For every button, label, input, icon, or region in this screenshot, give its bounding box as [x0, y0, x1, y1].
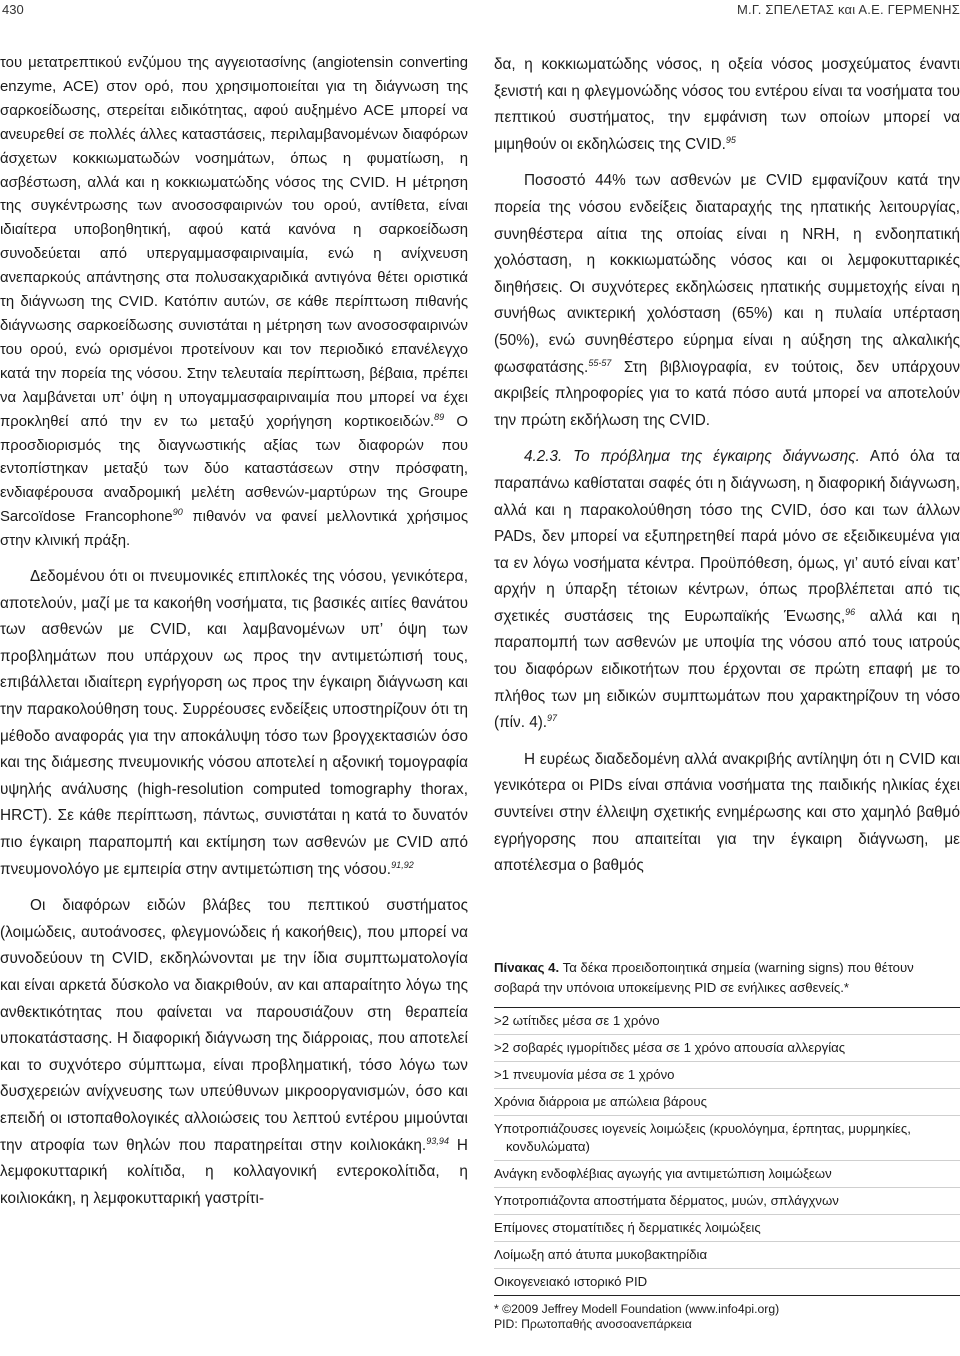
caption-text: Τα δέκα προειδοποιητικά σημεία (warning signs) που θέτουν σοβαρά την υπόνοια υποκείμενης PID σε ενήλικες ασθενείς.* — [494, 960, 914, 995]
page-header — [0, 0, 960, 24]
paragraph-sarcoidosis — [0, 52, 468, 554]
paragraph-early-diagnosis — [494, 444, 960, 737]
list-item: Ανάγκη ενδοφλέβιας αγωγής για αντιμετώπιση λοιμώξεων — [494, 1161, 960, 1188]
text-run: του μετατρεπτικού ενζύμου της αγγειοτασίνης (angiotensin converting enzyme, ACE) στον ορό, που χρησιμοποιείται για τη διάγνωση της σαρκοείδωσης, στερείται ειδικότητας, αφού αυξημένο ACE μπορεί να ανευρεθεί σε πολλές άλλες καταστάσεις, περιλαμβανομένων διαφόρων άσχετων κοκκιωματωδών νοσημάτων, όπως η φυματίωση, η ασβέστωση, αλλά και η κοκκιωματώδης νόσος της CVID. Η μέτρηση της συγκέντρωσης των ανοσοσφαιρινών του ορού, αντίθετα, είναι ιδιαίτερα υποβοηθητική, αφού κατά κανόνα η σαρκοείδωση συνοδεύεται από υπεργαμμασφαιριναιμία, ενώ η ανίχνευση ανεπαρκούς απάντησης στα πολυσακχαριδικά αντιγόνα θέτει οριστικά τη διάγνωση της CVID. Κατόπιν αυτών, σε κάθε περίπτωση πιθανής διάγνωσης σαρκοείδωσης συνιστάται η μέτρηση των ανοσοσφαιρινών του ορού, ενώ ορισμένοι προτείνουν και τον περιοδικό επανέλεγχο κατά την πορεία της νόσου. Στην τελευταία περίπτωση, βέβαια, πρέπει να λαμβάνεται υπ’ όψη η υπογαμμασφαιριναιμία που μπορεί να έχει προκληθεί από την εν τω μεταξύ χορήγηση κορτικοειδών. — [0, 55, 468, 430]
list-item: >2 ωτίτιδες μέσα σε 1 χρόνο — [494, 1008, 960, 1035]
page-number: 430 — [2, 2, 24, 17]
left-column — [0, 52, 468, 1212]
text-run: Η ευρέως διαδεδομένη αλλά ανακριβής αντίληψη ότι η CVID και γενικότερα οι PIDs είναι σπάνια νοσήματα της παιδικής ηλικίας έχει συντείνει στην έλλειψη σχετικής ενημέρωσης και στο χαμηλό βαθμό εγρήγορσης που απαιτείται για την έγκαιρη διάγνωση, με αποτέλεσμα ο βαθμός — [494, 750, 960, 875]
footnote-abbreviation: PID: Πρωτοπαθής ανοσοανεπάρκεια — [494, 1317, 692, 1331]
paragraph-gi-continued — [494, 52, 960, 158]
list-item — [494, 1116, 960, 1161]
text-run: δα, η κοκκιωματώδης νόσος, η οξεία νόσος μοσχεύματος έναντι ξενιστή και η φλεγμονώδης νόσος του εντέρου είναι τα νοσήματα του πεπτικού συστήματος, την εμφάνιση των οποίων μπορεί να μιμηθούν οι εκδηλώσεις της CVID. — [494, 56, 960, 153]
warning-signs-list — [494, 1008, 960, 1296]
text-run: Ποσοστό 44% των ασθενών με CVID εμφανίζουν κατά την πορεία της νόσου ενδείξεις διαταραχής της ηπατικής λειτουργίας, συνηθέστερα αίτια της οποίας είναι η NRH, η ενδοηπατική χολόσταση, η κοκκιωματώδης νόσος και οι λεμφοκυτταρικές διηθήσεις. Οι συχνότερες εκδηλώσεις ηπατικής συμμετοχής είναι η συνήθως ανικτερική χολόσταση (65%) και η πυλαία υπέρταση (50%), ενώ συνηθέστερο εύρημα είναι η αύξηση της αλκαλικής φωσφατάσης. — [494, 172, 960, 376]
text-run: Οι διαφόρων ειδών βλάβες του πεπτικού συστήματος (λοιμώδεις, αυτοάνοσες, φλεγμονώδεις ή κακοήθεις), που μπορεί να συνοδεύουν τη CVID, εκδηλώνονται με την ίδια συμπτωματολογία και είναι αρκετά δύσκολο να διακριθούν, αν και απαραίτητο λόγω της ανθεκτικότητας που φαίνεται να παρουσιάζουν στη θεραπεία υποκατάστασης. Η διαφορική διάγνωση της διάρροιας, που αποτελεί και το συχνότερο σύμπτωμα, είναι προβληματική, τόσο λόγω των δυσχερειών ανίχνευσης των υπεύθυνων μικροοργανισμών, όσο και επειδή οι ιστοπαθολογικές αλλοιώσεις του λεπτού εντέρου μιμούνται την ατροφία των θηλών που παρατηρείται στην κοιλιοκάκη. — [0, 897, 468, 1154]
table-footnote — [494, 1302, 960, 1332]
reference-mark: 96 — [845, 606, 856, 617]
section-heading: 4.2.3. Το πρόβλημα της έγκαιρης διάγνωσης. — [524, 448, 860, 466]
reference-mark: 97 — [547, 713, 558, 724]
paragraph-liver — [494, 168, 960, 434]
list-item: Λοίμωξη από άτυπα μυκοβακτηρίδια — [494, 1242, 960, 1269]
paragraph-pulmonary — [0, 564, 468, 883]
list-item: Οικογενειακό ιστορικό PID — [494, 1269, 960, 1296]
list-item: >2 σοβαρές ιγμορίτιδες μέσα σε 1 χρόνο απουσία αλλεργίας — [494, 1035, 960, 1062]
right-column — [494, 52, 960, 880]
text-run: Από όλα τα παραπάνω καθίσταται σαφές ότι η διάγνωση, η διαφορική διάγνωση, αλλά και η παρακολούθηση τόσο της CVID, όσο και των άλλων PADs, δεν μπορεί να εξυπηρετηθεί παρά μόνο σε εξειδικευμένα για τα εν λόγω νοσήματα κέντρα. Προϋπόθεση, όμως, γι’ αυτό είναι κατ’ αρχήν η ύπαρξη τέτοιων κέντρων, όπως προβλέπεται από τις σχετικές συστάσεις της Ευρωπαϊκής Ένωσης, — [494, 448, 960, 625]
reference-mark: 95 — [725, 134, 736, 145]
reference-mark: 55-57 — [588, 357, 612, 368]
reference-mark: 89 — [434, 411, 445, 422]
reference-mark: 90 — [172, 507, 183, 518]
table-caption — [494, 958, 960, 997]
list-item: Χρόνια διάρροια με απώλεια βάρους — [494, 1089, 960, 1116]
text-run: Στη βιβλιογραφία, εν τούτοις, δεν υπάρχουν ακριβείς πληροφορίες για το κατά πόσο αυτά μπορεί να αποτελούν την πρώτη εκδήλωση της CVID. — [494, 358, 960, 429]
text-run: πιθανόν να φανεί μελλοντικά χρήσιμος στην κλινική πράξη. — [0, 509, 468, 550]
list-item-continuation: κονδυλώματα) — [506, 1139, 590, 1154]
list-item: >1 πνευμονία μέσα σε 1 χρόνο — [494, 1062, 960, 1089]
running-title: Μ.Γ. ΣΠΕΛΕΤΑΣ και Α.Ε. ΓΕΡΜΕΝΗΣ — [737, 2, 960, 17]
list-item: Υποτροπιάζοντα αποστήματα δέρματος, μυών, σπλάγχνων — [494, 1188, 960, 1215]
paragraph-gastrointestinal — [0, 893, 468, 1212]
text-run: Η λεμφοκυτταρική κολίτιδα, η κολλαγονική εντεροκολίτιδα, η κοιλιοκάκη, η λεμφοκυτταρική γαστρίτι- — [0, 1136, 468, 1207]
table-label: Πίνακας 4. — [494, 960, 560, 975]
reference-mark: 91,92 — [391, 859, 414, 870]
text-run: Ο προσδιορισμός της διαγνωστικής αξίας των διαφορών που εντοπίστηκαν μεταξύ των δύο καταστάσεων στην πρόσφατη, ενδιαφέρουσα αναδρομική μελέτη ασθενών-μαρτύρων της Groupe Sarcoïdose Francophone — [0, 413, 468, 526]
warning-signs-table — [494, 958, 960, 1332]
paragraph-awareness — [494, 747, 960, 880]
list-item: Επίμονες στοματίτιδες ή δερματικές λοιμώξεις — [494, 1215, 960, 1242]
footnote-source: * ©2009 Jeffrey Modell Foundation (www.info4pi.org) — [494, 1302, 780, 1316]
text-run: αλλά και η παραπομπή των ασθενών με υποψία της νόσου από τους ιατρούς του διαφόρων ειδικοτήτων που έρχονται σε πρώτη επαφή με το πλήθος των μη ειδικών συμπτωμάτων που χαρακτηρίζουν τη νόσο (πίν. 4). — [494, 607, 960, 732]
reference-mark: 93,94 — [426, 1135, 450, 1146]
text-run: Δεδομένου ότι οι πνευμονικές επιπλοκές της νόσου, γενικότερα, αποτελούν, μαζί με τα κακοήθη νοσήματα, τις βασικές αιτίες θανάτου των ασθενών με CVID, και λαμβανομένων υπ’ όψη των προβλημάτων που υπάρχουν ως προς την αντιμετώπισή τους, επιβάλλεται ιδιαίτερη εγρήγορση ως προς την έγκαιρη διάγνωση και την παρακολούθηση τους. Συρρέουσες ενδείξεις υποστηρίζουν ότι τη μέθοδο αναφοράς για την αποκάλυψη τόσο των βρογχεκτασιών όσο και της διάμεσης πνευμονικής νόσου αποτελεί η αξονική τομογραφία υψηλής ανάλυσης (high-resolution computed tomography thorax, HRCT). Σε κάθε περίπτωση, πάντως, συνιστάται η κατά το δυνατόν πιο έγκαιρη παραπομπή και εκτίμηση των ασθενών με CVID από πνευμονολόγο με εμπειρία στην αντιμετώπιση της νόσου. — [0, 568, 468, 878]
list-item-text: Υποτροπιάζουσες ιογενείς λοιμώξεις (κρυολόγημα, έρπητας, μυρμηκίες, — [494, 1121, 911, 1136]
